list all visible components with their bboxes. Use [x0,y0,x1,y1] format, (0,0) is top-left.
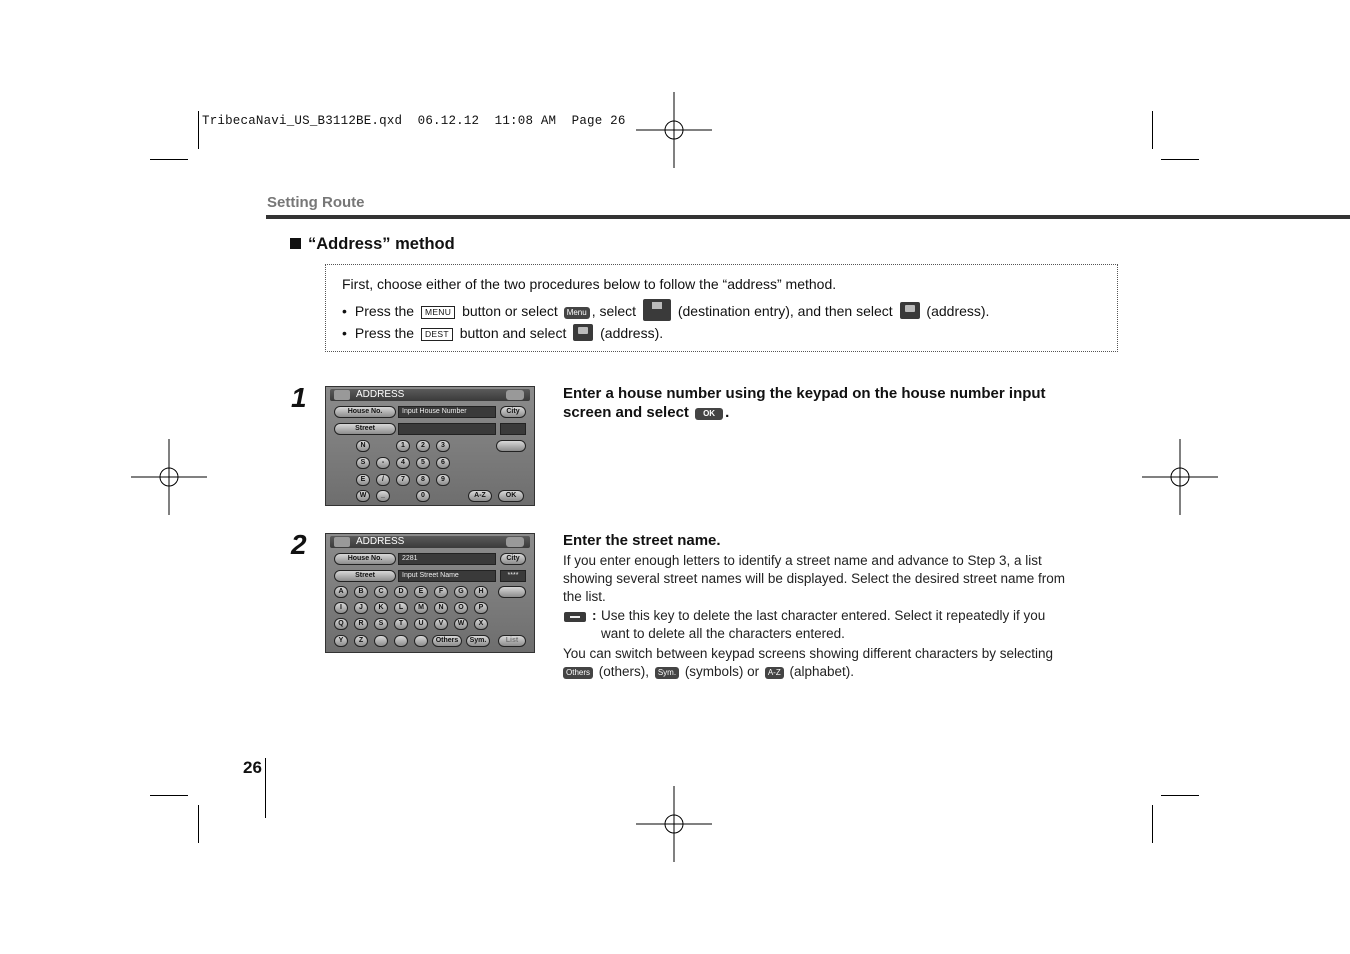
key-space: _ [376,490,390,502]
key-w: W [356,490,370,502]
method-heading [290,235,455,254]
crop-mark [1152,111,1153,149]
registration-mark-icon [1142,439,1218,515]
paragraph-line: You can switch between keypad screens showing different characters by selecting [563,646,1054,661]
key-list: List [498,635,526,647]
key-m: M [414,602,428,614]
delete-key-icon [564,612,586,622]
bullet-text: (address). [926,303,990,319]
address-icon [573,324,593,341]
step1-heading-line [563,403,1123,422]
home-icon [334,537,350,547]
procedure-bullet-2 [342,324,663,341]
bullet-text: button and select [459,325,567,341]
destination-entry-icon [643,299,671,321]
key-n: N [434,602,448,614]
key-g: G [454,586,468,598]
address-icon [900,302,920,319]
key-n: N [356,440,370,452]
delete-key-note [601,607,1121,643]
registration-mark-icon [636,786,712,862]
home-icon [334,390,350,400]
key-s: S [374,618,388,630]
key-k: K [374,602,388,614]
key-others: Others [432,635,462,647]
key-7: 7 [396,474,410,486]
back-arrow-icon [506,537,524,547]
crop-mark [150,795,188,796]
house-number-screen [325,386,535,506]
key-w: W [454,618,468,630]
step1-heading [563,384,1123,422]
key-ok: OK [498,490,524,502]
street-field [398,423,496,435]
key-e: E [356,474,370,486]
key-h: H [474,586,488,598]
city-key: City [500,406,526,418]
step-number: 1 [291,382,307,413]
key-f: F [434,586,448,598]
screen-title-bar [330,536,530,548]
key-x: X [474,618,488,630]
page-number: 26 [243,758,262,777]
crop-mark [1161,795,1199,796]
key-r: R [354,618,368,630]
crop-mark [1161,159,1199,160]
key-a-z: A-Z [468,490,492,502]
intro-box [325,264,1118,352]
bullet-dot: • [342,303,347,319]
procedure-bullet-1 [342,299,989,321]
key-blank [374,635,388,647]
crop-mark [198,111,199,149]
key-0: 0 [416,490,430,502]
step2-heading: Enter the street name. [563,532,721,549]
street-name-screen [325,533,535,653]
step2-paragraph [563,552,1123,606]
key-dash: - [376,457,390,469]
key-blank [394,635,408,647]
step-number: 2 [291,529,307,560]
key-e: E [414,586,428,598]
menu-button-icon: Menu [564,307,590,319]
crop-mark [150,159,188,160]
ok-button-icon: OK [695,408,723,420]
house-number-field: Input House Number [398,406,496,418]
key-4: 4 [396,457,410,469]
method-heading-text: “Address” method [308,235,455,253]
street-name-field: Input Street Name [398,570,496,582]
others-button-icon: Others [563,667,593,679]
step1-heading-line: Enter a house number using the keypad on the house number input [563,385,1046,402]
paragraph-line: showing several street names will be displayed. Select the desired street name from [563,571,1065,586]
key-8: 8 [416,474,430,486]
key-6: 6 [436,457,450,469]
bullet-dot: • [342,325,347,341]
stars-field: **** [500,570,526,582]
bullet-text: Press the [354,325,415,341]
key-b: B [354,586,368,598]
bullet-text: Press the [354,303,415,319]
page-number-rule [265,758,266,818]
key-j: J [354,602,368,614]
section-divider [266,215,1350,219]
key-t: T [394,618,408,630]
key-d: D [394,586,408,598]
key-y: Y [334,635,348,647]
note-line: want to delete all the characters entered. [601,626,845,641]
street-tab: Street [334,570,396,582]
key-p: P [474,602,488,614]
delete-key-icon [496,440,526,452]
step1-heading-text: . [725,404,730,421]
bullet-text: , select [591,303,637,319]
bullet-text: button or select [462,303,558,319]
paragraph-text: (others), [598,664,650,679]
key-5: 5 [416,457,430,469]
key-blank [414,635,428,647]
note-colon: : [592,608,597,623]
key-z: Z [354,635,368,647]
note-line: Use this key to delete the last character entered. Select it repeatedly if you [601,608,1046,623]
key-2: 2 [416,440,430,452]
street-tab: Street [334,423,396,435]
paragraph-text: (symbols) or [684,664,760,679]
bullet-text: (address). [600,325,664,341]
house-no-tab: House No. [334,553,396,565]
sym-button-icon: Sym. [655,667,679,679]
step1-heading-text: screen and select [563,404,689,421]
key-q: Q [334,618,348,630]
key-sym: Sym. [466,635,490,647]
delete-key-icon [498,586,526,598]
paragraph-line: the list. [563,589,606,604]
a-z-button-icon: A-Z [765,667,784,679]
crop-mark [1152,805,1153,843]
menu-key-icon: MENU [421,306,455,319]
key-3: 3 [436,440,450,452]
registration-mark-icon [131,439,207,515]
crop-mark [198,805,199,843]
keypad-switch-paragraph [563,645,1123,681]
key-v: V [434,618,448,630]
screen-title: ADDRESS [356,389,405,400]
registration-mark-icon [636,92,712,168]
house-number-field: 2281 [398,553,496,565]
paragraph-line: If you enter enough letters to identify a street name and advance to Step 3, a list [563,553,1042,568]
key-9: 9 [436,474,450,486]
bullet-text: (destination entry), and then select [677,303,893,319]
city-key: City [500,553,526,565]
print-slug: TribecaNavi_US_B3112BE.qxd 06.12.12 11:08 AM Page 26 [202,114,626,128]
dest-key-icon: DEST [421,328,453,341]
section-title: Setting Route [267,194,365,211]
screen-title-bar [330,389,530,401]
key-c: C [374,586,388,598]
key-o: O [454,602,468,614]
square-bullet-icon [290,238,301,249]
screen-title: ADDRESS [356,536,405,547]
key-s: S [356,457,370,469]
back-arrow-icon [506,390,524,400]
intro-text: First, choose either of the two procedures below to follow the “address” method. [342,276,837,292]
key-1: 1 [396,440,410,452]
key-u: U [414,618,428,630]
house-no-tab: House No. [334,406,396,418]
paragraph-line [563,663,1123,681]
key-a: A [334,586,348,598]
key-slash: / [376,474,390,486]
paragraph-text: (alphabet). [789,664,855,679]
key-i: I [334,602,348,614]
key-l: L [394,602,408,614]
delete-arrow-icon [570,616,580,618]
empty-field [500,423,526,435]
